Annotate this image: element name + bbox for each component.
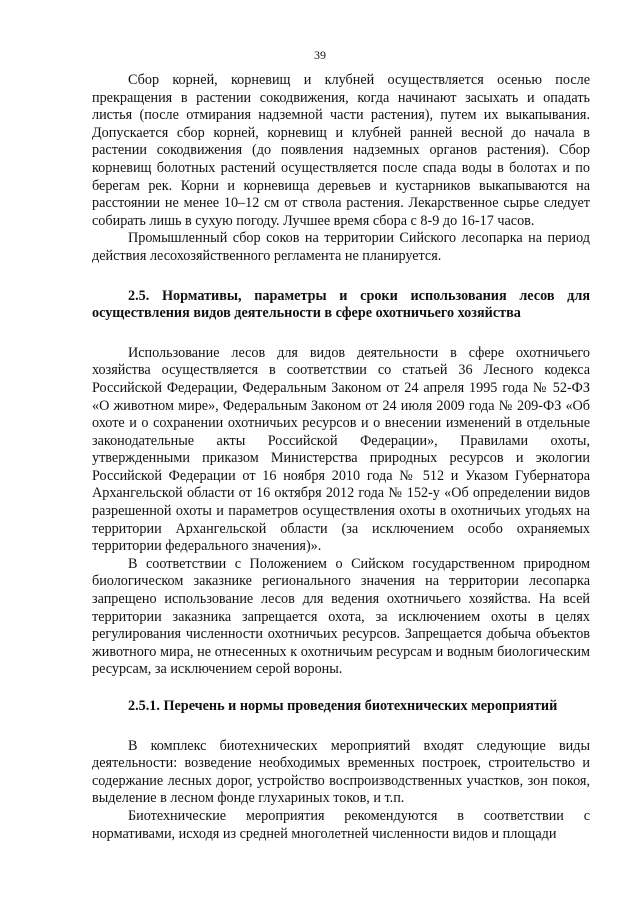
page-content	[92, 72, 590, 843]
section-2-5-1-title: 2.5.1. Перечень и нормы проведения биотехнических мероприятий	[128, 698, 558, 714]
paragraph-sap-collection: Промышленный сбор соков на территории Сийского лесопарка на период действия лесохозяйственного регламента не планируется.	[92, 230, 590, 264]
paragraph-biotechnical-norms: Биотехнические мероприятия рекомендуются в соответствии с нормативами, исходя из средней многолетней численности видов и площади	[92, 807, 590, 842]
section-2-5-title: 2.5. Нормативы, параметры и сроки использования лесов для осуществления видов деятельности в сфере охотничьего хозяйства	[92, 287, 590, 322]
page-number: 39	[314, 48, 326, 62]
paragraph-reserve-restrictions: В соответствии с Положением о Сийском государственном природном биологическом заказнике регионального значения на территории лесопарка запрещено использование лесов для ведения охотничьего хозяйства. На всей территории заказника запрещается охота, за исключением охоты в целях регулирования численности охотничьих ресурсов. Запрещается добыча объектов животного мира, не отнесенных к охотничьим ресурсам и водным биологическим ресурсам, за исключением серой вороны.	[92, 555, 590, 678]
paragraph-hunting-legal-basis: Использование лесов для видов деятельности в сфере охотничьего хозяйства осуществляется в соответствии со статьей 36 Лесного кодекса Российской Федерации, Федеральным Законом от 24 апреля 1995 года № 52-ФЗ «О животном мире», Федеральным Законом от 24 июля 2009 года № 209-ФЗ «Об охоте и о сохранении охотничьих ресурсов и о внесении изменений в отдельные законодательные акты Российской Федерации», Правилами охоты, утвержденными приказом Министерства природных ресурсов и экологии Российской Федерации от 16 ноября 2010 года № 512 и Указом Губернатора Архангельской области от 16 октября 2012 года № 152-у «Об определении видов разрешенной охоты и параметров осуществления охоты в охотничьих угодьях на территории Архангельской области (за исключением особо охраняемых территории федерального значения)».	[92, 344, 590, 555]
paragraph-root-collection: Сбор корней, корневищ и клубней осуществляется осенью после прекращения в растении сокодвижения, когда начинают засыхать и опадать листья (после отмирания надземной части растения), путем их выкапывания. Допускается сбор корней, корневищ и клубней ранней весной до начала в растении сокодвижения (до появления надземных органов растения). Сбор корневищ болотных растений осуществляется после спада воды в болотах и по берегам рек. Корни и корневища деревьев и кустарников выкапываются на расстоянии не менее 10–12 см от ствола растения. Лекарственное сырье следует собирать лишь в сухую погоду. Лучшее время сбора с 8-9 до 16-17 часов.	[92, 72, 590, 229]
paragraph-biotechnical-activities: В комплекс биотехнических мероприятий входят следующие виды деятельности: возведение необходимых временных построек, строительство и содержание лесных дорог, устройство воспроизводственных участков, зон покоя, выделение в лесном фонде глухариных токов, и т.п.	[92, 737, 590, 807]
